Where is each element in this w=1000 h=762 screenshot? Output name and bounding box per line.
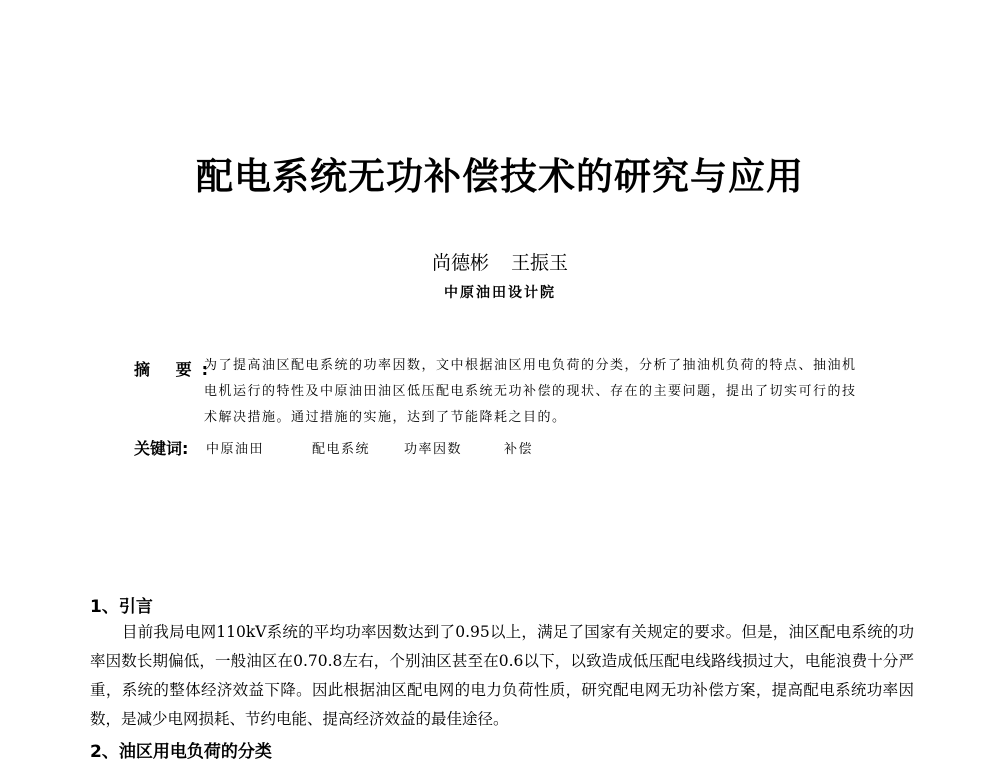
- author-line: [0, 248, 1000, 275]
- author-name: 王振玉: [511, 252, 569, 274]
- paper-title: 配电系统无功补偿技术的研究与应用: [196, 155, 804, 198]
- keyword: 中原油田: [206, 442, 265, 457]
- keyword: 补偿: [504, 442, 534, 457]
- abstract-text: 为了提高油区配电系统的功率因数，文中根据油区用电负荷的分类，分析了抽油机负荷的特点、抽油机电机运行的特性及中原油田油区低压配电系统无功补偿的现状、存在的主要问题，提出了切实可行的技术解决措施。通过措施的实施，达到了节能降耗之目的。: [204, 358, 857, 425]
- keyword: 配电系统: [312, 442, 371, 457]
- section-heading-introduction: 1、引言: [90, 597, 153, 617]
- abstract-label: 摘 要:: [134, 360, 218, 379]
- keyword: 功率因数: [404, 442, 463, 457]
- author-name: 尚德彬: [431, 252, 489, 274]
- keywords-label: 关键词:: [134, 439, 189, 458]
- affiliation: 中原油田设计院: [444, 285, 556, 301]
- introduction-paragraph: 目前我局电网110kV系统的平均功率因数达到了0.95以上，满足了国家有关规定的要求。但是，油区配电系统的功率因数长期偏低，一般油区在0.70.8左右，个别油区甚至在0.6以下，以致造成低压配电线路线损过大，电能浪费十分严重，系统的整体经济效益下降。因此根据油区配电网的电力负荷性质，研究配电网无功补偿方案，提高配电系统功率因数，是减少电网损耗、节约电能、提高经济效益的最佳途径。: [90, 623, 914, 728]
- section-heading-load-classification: 2、油区用电负荷的分类: [90, 742, 272, 762]
- keywords-list: [206, 438, 533, 457]
